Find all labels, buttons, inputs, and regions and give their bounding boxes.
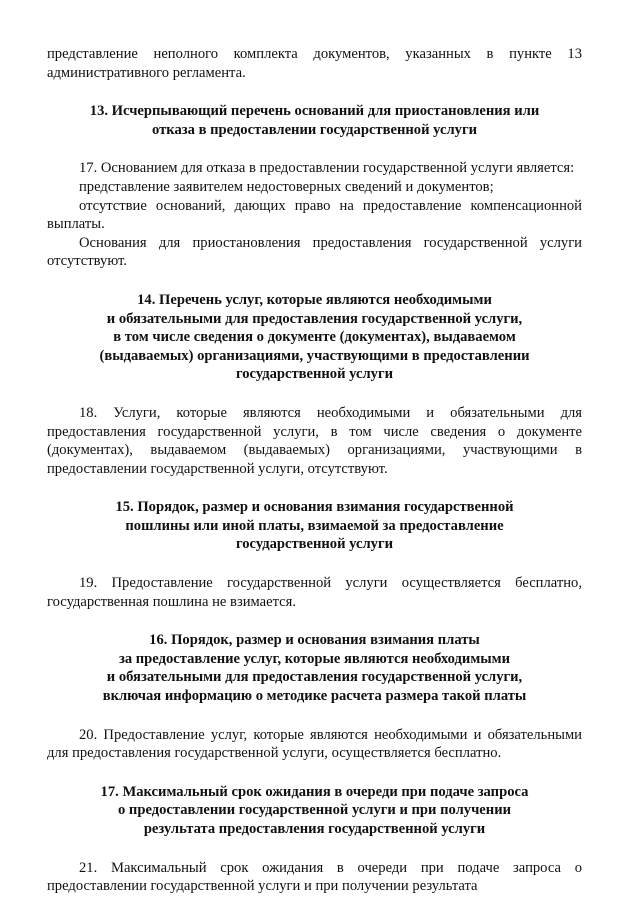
paragraph-17-b: представление заявителем недостоверных сведений и документов; <box>79 178 494 195</box>
paragraph-17-a: 17. Основанием для отказа в предоставлении государственной услуги является: <box>79 160 575 177</box>
paragraph-18: 18. Услуги, которые являются необходимыми и обязательными для предоставления государственной услуги, в том числе сведения о документе (документах), выдаваемом (выдаваемых) организациями, участвующими в предоставлении государственной услуги, отсутствуют. <box>47 404 582 477</box>
document-page <box>47 45 582 896</box>
section-heading-15: 15. Порядок, размер и основания взимания государственной пошлины или иной платы, взимаемой за предоставление государственной услуги <box>115 499 514 553</box>
paragraph-21: 21. Максимальный срок ожидания в очереди при подаче запроса о предоставлении государственной услуги и при получении результата <box>47 859 582 895</box>
paragraph-19: 19. Предоставление государственной услуги осуществляется бесплатно, государственная пошлина не взимается. <box>47 575 582 610</box>
paragraph-intro: представление неполного комплекта документов, указанных в пункте 13 административного регламента. <box>47 46 582 81</box>
section-heading-14: 14. Перечень услуг, которые являются необходимыми и обязательными для предоставления государственной услуги, в том числе сведения о документе (документах), выдаваемом (выдаваемых) организациями, участвующими в предоставлении государственной услуги <box>99 291 530 383</box>
section-heading-16: 16. Порядок, размер и основания взимания платы за предоставление услуг, которые являются необходимыми и обязательными для предоставления государственной услуги, включая информацию о методике расчета размера такой платы <box>102 632 527 705</box>
paragraph-17-d: Основания для приостановления предоставления государственной услуги отсутствуют. <box>47 234 582 270</box>
section-heading-17: 17. Максимальный срок ожидания в очереди при подаче запроса о предоставлении государственной услуги и при получении результата предоставления государственной услуги <box>100 783 529 837</box>
paragraph-20: 20. Предоставление услуг, которые являются необходимыми и обязательными для предоставления государственной услуги, осуществляется бесплатно. <box>47 726 582 762</box>
section-heading-13: 13. Исчерпывающий перечень оснований для приостановления или отказа в предоставлении государственной услуги <box>89 103 540 138</box>
paragraph-17-c: отсутствие оснований, дающих право на предоставление компенсационной выплаты. <box>47 197 582 233</box>
